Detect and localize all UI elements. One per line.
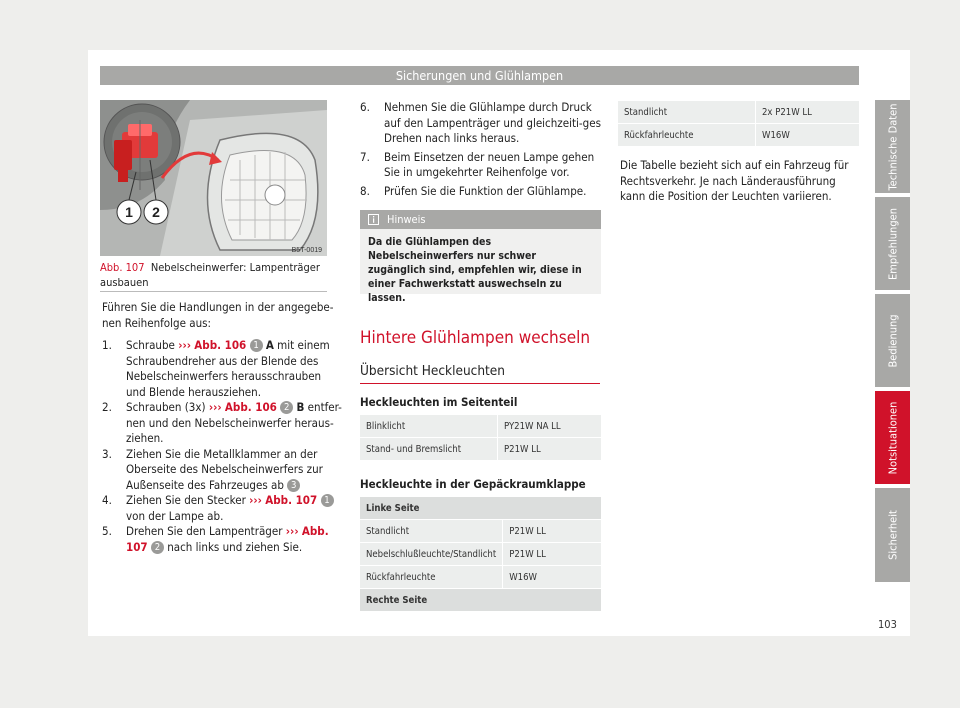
steps-list-2 [360,100,604,202]
section-divider [360,383,600,384]
table-cell: Nebelschlußleuchte/Standlicht [360,543,503,566]
ref-arrow: ››› [178,338,191,352]
step-item [360,150,604,181]
table-group-row [360,589,601,612]
table-cell: Rückfahrleuchte [618,124,756,147]
hint-body: Da die Glühlampen des Nebelscheinwerfers nur schwer zugänglich sind, empfehlen wir, diese in einer Fachwerkstatt auswechseln zu lassen. [368,236,582,304]
step-text: Ziehen Sie die Metallklammer an der Oberseite des Nebelscheinwerfers zur Außenseite des Fahrzeuges ab [126,446,323,492]
step-number: 6. [360,100,370,114]
fog-lamp-figure [100,100,327,256]
callout-badge: 2 [151,541,164,554]
table-cell: PY21W NA LL [498,415,602,438]
info-icon [368,214,379,225]
table-cell: Blinklicht [360,415,498,438]
table-cell: Standlicht [360,520,503,543]
step-number: 3. [102,446,112,461]
step-text: Nehmen Sie die Glühlampe durch Druck auf den Lampenträger und gleichzeiti-ges Drehen nach links heraus. [384,100,601,145]
step-text: Beim Einsetzen der neuen Lampe gehen Sie in umgekehrter Reihenfolge vor. [384,149,595,179]
step-text: Prüfen Sie die Funktion der Glühlampe. [384,183,587,198]
step-text: Drehen Sie den Lampenträger [126,524,283,538]
hint-header [360,210,601,229]
step-number: 8. [360,183,370,198]
tab-bedienung[interactable] [875,294,910,387]
step-text: Ziehen Sie den Stecker [126,493,246,507]
step-number: 7. [360,149,370,164]
step-item [102,493,342,524]
table-cell: P21W LL [503,520,601,543]
tab-empfehlungen[interactable] [875,197,910,290]
tab-label: Empfehlungen [886,207,899,280]
part-letter: A [265,338,274,352]
step-number: 4. [102,493,112,507]
figure-ref-link[interactable]: Abb. 107 [265,493,318,507]
step-item [102,400,342,447]
table-group-label: Rechte Seite [360,589,601,612]
tab-label: Notsituationen [886,401,899,474]
hint-title: Hinweis [387,213,426,226]
callout-badge: 1 [321,494,334,507]
table-cell: W16W [756,124,860,147]
hint-box [360,210,601,304]
table1-heading: Heckleuchten im Seitenteil [360,395,518,409]
step-item [360,100,604,147]
step-text: entfer-nen und den Nebelscheinwerfer heraus-ziehen. [126,400,342,445]
table-seitenteil [360,415,601,461]
step-text: Schrauben (3x) [126,400,206,414]
steps-list-1 [102,338,342,555]
table-row [618,101,859,124]
note-text: Die Tabelle bezieht sich auf ein Fahrzeug für Rechtsverkehr. Je nach Länderausführung kann die Position der Leuchten variieren. [620,158,849,203]
table-group-label: Linke Seite [360,497,601,520]
table-cell: Rückfahrleuchte [360,566,503,589]
table-cell: P21W LL [498,438,602,461]
page-number: 103 [878,618,897,631]
step-text: von der Lampe ab. [126,508,224,523]
step-item [102,447,342,494]
table-rechte-seite [618,101,859,147]
step-text: Schraube [126,338,175,352]
table-cell: Stand- und Bremslicht [360,438,498,461]
ref-arrow: ››› [208,400,222,414]
caption-label: Abb. 107 [100,261,145,274]
page-header: Sicherungen und Glühlampen [100,66,859,85]
table-cell: P21W LL [503,543,601,566]
tab-label: Technische Daten [886,102,899,191]
step-item [102,338,342,400]
section-title: Hintere Glühlampen wechseln [360,328,591,348]
table-cell: Standlicht [618,101,756,124]
caption-divider [100,291,327,292]
part-letter: B [296,400,305,414]
table-gepaeckraumklappe [360,497,601,612]
tab-label: Sicherheit [886,510,899,560]
tab-label: Bedienung [886,313,899,368]
callout-badge: 1 [250,339,263,352]
callout-badge: 2 [280,401,293,414]
figure-caption [100,260,326,290]
callout-2: 2 [152,204,160,220]
table-row [360,543,601,566]
tab-notsituationen[interactable] [875,391,910,484]
table2-heading: Heckleuchte in der Gepäckraumklappe [360,477,586,491]
fog-lamp-illustration [100,100,327,256]
step-number: 2. [102,400,112,414]
table-cell: W16W [503,566,601,589]
tab-technische-daten[interactable] [875,100,910,193]
step-number: 5. [102,524,112,538]
table-row [618,124,859,147]
intro-text: Führen Sie die Handlungen in der angegebe-nen Reihenfolge aus: [102,300,334,330]
step-text: mit einem Schraubendreher aus der Blende des Nebelscheinwerfers herausschrauben und Blende herausziehen. [126,338,330,399]
figure-ref-link[interactable]: Abb. 106 [194,338,247,352]
section-subtitle: Übersicht Heckleuchten [360,363,505,379]
step-item [102,524,342,555]
step-item [360,184,604,200]
table-group-row [360,497,601,520]
step-text: nach links und ziehen Sie. [167,539,303,554]
figure-ref-link[interactable]: Abb. 107 [126,524,329,554]
ref-arrow: ››› [285,524,299,538]
table-row [360,438,601,461]
caption-text: Nebelscheinwerfer: Lampenträger ausbauen [100,261,320,289]
figure-code: B5T-0019 [291,247,322,254]
tab-sicherheit[interactable] [875,488,910,582]
table-row [360,520,601,543]
callout-badge: 3 [287,479,300,492]
ref-arrow: ››› [249,493,262,507]
table-cell: 2x P21W LL [756,101,860,124]
callout-1: 1 [125,204,133,220]
figure-ref-link[interactable]: Abb. 106 [224,400,277,414]
table-row [360,415,601,438]
step-number: 1. [102,338,112,352]
table-row [360,566,601,589]
